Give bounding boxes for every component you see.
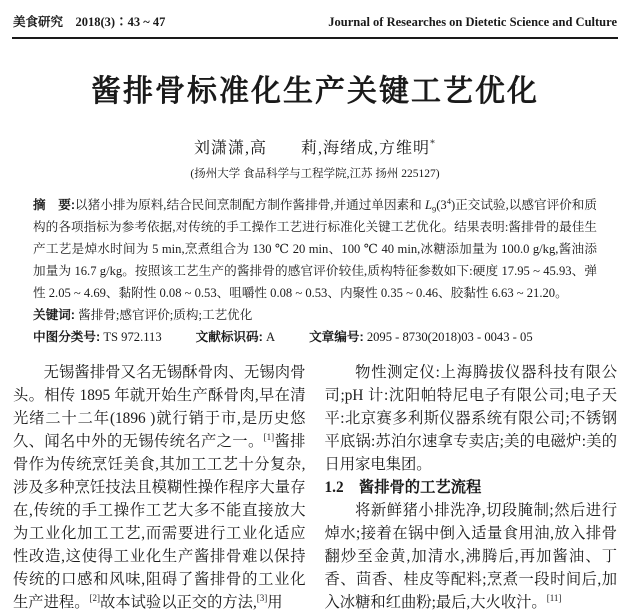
author-names: 刘潇潇,高 莉,海绪成,方维明 [193, 139, 430, 157]
abstract-label: 摘 要: [33, 197, 76, 212]
orthogonal-array-exponent: 4 [446, 195, 451, 206]
abstract-text-rest: )正交试验,以感官评价和质构的各项指标为参考依据,对传统的手工操作工艺进行标准化关键工艺优化。结果表明:酱排骨的最佳生产工艺是焯水时间为 5 min,烹煮组合为 130 ℃ 20 min、100 ℃ 40 min,冰糖添加量为 100.0 g/kg,酱油添加量为 16.7 g/kg。按照该工艺生产的酱排骨的感官评价较佳,质构特征参数如下:硬度 17.95 ~ 45.93、弹性 2.05 ~ 4.69、黏附性 0.08 ~ 0.53、咀嚼性 0.08 ~ 0.53、内聚性 0.35 ~ 0.46、胶黏性 6.63 ~ 21.20。 [33, 197, 598, 300]
intro-text-1: 无锡酱排骨又名无锡酥骨肉、无锡肉骨头。相传 1895 年就开始生产酥骨肉,早在清光绪二十二年(1896 )就行销于市,是历史悠久、闻名中外的无锡传统名产之一。 [13, 363, 306, 450]
clc-label: 中图分类号: [33, 329, 101, 344]
affiliation: (扬州大学 食品科学与工程学院,江苏 扬州 225127) [190, 167, 440, 180]
header-divider [12, 37, 618, 39]
authors-line [12, 135, 618, 158]
paper-title: 酱排骨标准化生产关键工艺优化 [91, 75, 539, 108]
running-head [12, 8, 618, 30]
keywords-label: 关键词: [33, 307, 75, 322]
citation-ref-1: [1] [263, 431, 275, 442]
journal-name-cn: 美食研究 2018(3)∶43 ~ 47 [13, 15, 166, 29]
article-id-label: 文章编号: [309, 329, 364, 344]
doc-code-label: 文献标识码: [195, 329, 263, 344]
orthogonal-array-symbol: L [424, 197, 432, 212]
section-heading-1-2: 1.2 酱排骨的工艺流程 [324, 478, 482, 496]
body-left-column [13, 361, 306, 614]
body-right-column [325, 361, 618, 614]
orthogonal-array-subscript: 9 [431, 204, 437, 215]
clc-value: TS 972.113 [103, 329, 162, 344]
orthogonal-array-base: (3 [436, 197, 447, 212]
citation-ref-3: [3] [256, 592, 268, 603]
intro-text-3: 故本试验以正交的方法, [100, 593, 257, 611]
instruments-paragraph: 物性测定仪:上海腾拔仪器科技有限公司;pH 计:沈阳帕特尼电子有限公司;电子天平:北京赛多利斯仪器系统有限公司;不锈钢平底锅:苏泊尔速拿专卖店;美的电磁炉:美的日用家电集团。 [324, 363, 617, 473]
classification-line [33, 326, 597, 348]
article-id-value: 2095 - 8730(2018)03 - 0043 - 05 [366, 329, 533, 344]
journal-name-en: Journal of Researches on Dietetic Science and Culture [328, 15, 617, 29]
intro-text-4: 用 [267, 593, 283, 611]
keywords-line [33, 304, 597, 326]
process-paragraph [325, 499, 618, 614]
intro-text-2: 酱排骨作为传统烹饪美食,其加工工艺十分复杂,涉及多种烹饪技法且模糊性操作程序大量存在,传统的手工操作工艺大多不能直接放大为工业化加工工艺,而需要进行工业化适应性改造,这使得工业化生产酱排骨难以保持传统的口感和风味,阻碍了酱排骨的工业化生产进程。 [13, 432, 306, 611]
process-text: 将新鲜猪小排洗净,切段腌制;然后进行焯水;接着在锅中倒入适量食用油,放入排骨翻炒至金黄,加清水,沸腾后,再加酱油、丁香、茴香、桂皮等配料;烹煮一段时间后,加入冰糖和红曲粉;最后,大火收汁。 [324, 501, 617, 611]
doc-code-value: A [265, 329, 276, 344]
keywords-text: 酱排骨;感官评价;质构;工艺优化 [78, 307, 253, 322]
citation-ref-2: [2] [89, 592, 100, 603]
intro-paragraph [13, 361, 306, 614]
abstract-text-intro: 以猪小排为原料,结合民间烹制配方制作酱排骨,并通过单因素和 [75, 197, 425, 212]
body-columns [12, 361, 618, 614]
abstract-block [33, 194, 597, 304]
author-footnote-mark: * [430, 138, 436, 150]
citation-ref-11: [11] [546, 592, 562, 603]
